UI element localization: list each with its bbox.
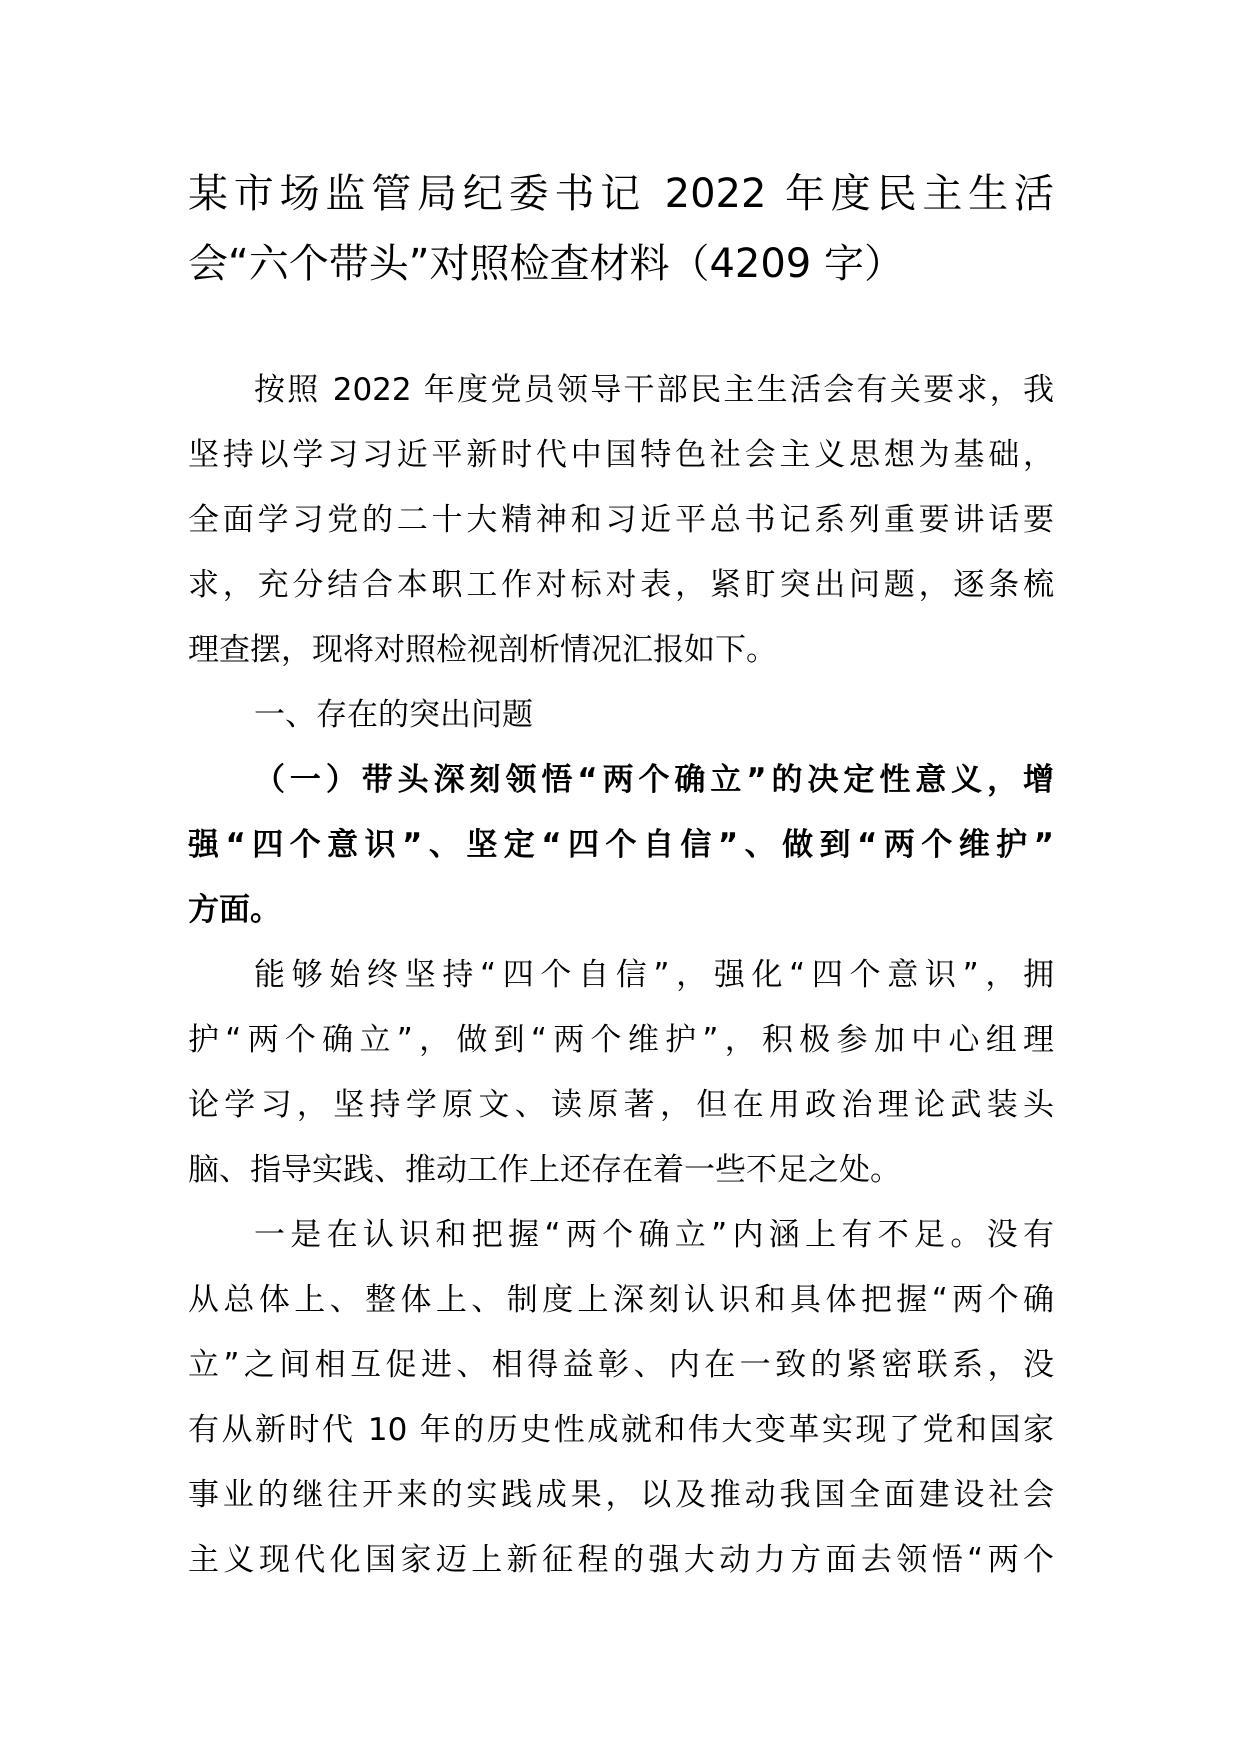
title-line-1: 某市场监管局纪委书记 2022 年度民主生活 <box>188 171 1054 217</box>
body-text-line: 坚持以学习习近平新时代中国特色社会主义思想为基础， <box>188 437 1054 473</box>
section-heading-line: （一）带头深刻领悟“两个确立”的决定性意义，增 <box>254 762 1054 798</box>
title-line-2: 会“六个带头”对照检查材料（4209 字） <box>188 241 904 287</box>
body-text-line: 按照 2022 年度党员领导干部民主生活会有关要求，我 <box>254 372 1054 408</box>
body-text-line: 求，充分结合本职工作对标对表，紧盯突出问题，逐条梳 <box>188 567 1054 603</box>
body-text-line: 一是在认识和把握“两个确立”内涵上有不足。没有 <box>254 1217 1054 1253</box>
body-text-line: 事业的继往开来的实践成果，以及推动我国全面建设社会 <box>188 1477 1054 1513</box>
body-text-line: 论学习，坚持学原文、读原著，但在用政治理论武装头 <box>188 1087 1054 1123</box>
body-text-line: 有从新时代 10 年的历史性成就和伟大变革实现了党和国家 <box>188 1412 1054 1448</box>
section-heading-line: 强“四个意识”、坚定“四个自信”、做到“两个维护” <box>188 827 1054 863</box>
document-body <box>188 358 1054 1593</box>
body-text-line: 理查摆，现将对照检视剖析情况汇报如下。 <box>188 632 777 668</box>
body-text-line: 主义现代化国家迈上新征程的强大动力方面去领悟“两个 <box>188 1542 1054 1578</box>
body-text-line: 护“两个确立”，做到“两个维护”，积极参加中心组理 <box>188 1022 1054 1058</box>
body-text-line: 立”之间相互促进、相得益彰、内在一致的紧密联系，没 <box>188 1347 1054 1383</box>
body-text-line: 全面学习党的二十大精神和习近平总书记系列重要讲话要 <box>188 502 1054 538</box>
section-heading-line: 方面。 <box>188 892 281 928</box>
body-text-line: 脑、指导实践、推动工作上还存在着一些不足之处。 <box>188 1152 901 1188</box>
document-title <box>188 162 1054 302</box>
body-text-line: 从总体上、整体上、制度上深刻认识和具体把握“两个确 <box>188 1282 1054 1318</box>
body-text-line: 一、存在的突出问题 <box>254 697 533 733</box>
body-text-line: 能够始终坚持“四个自信”，强化“四个意识”，拥 <box>254 957 1054 993</box>
